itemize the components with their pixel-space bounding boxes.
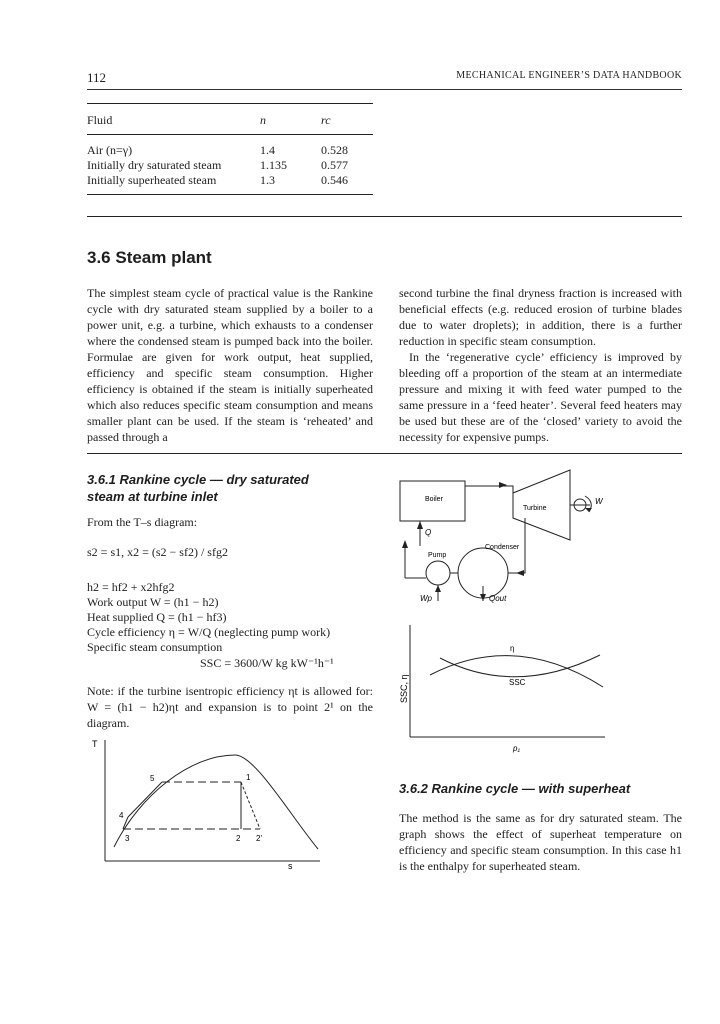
table-header-n: n bbox=[260, 113, 266, 127]
subsection-rule bbox=[87, 453, 682, 454]
ts-intro: From the T–s diagram: bbox=[87, 515, 198, 529]
table-row-fluid: Air (n=γ) bbox=[87, 143, 133, 157]
table-header-fluid: Fluid bbox=[87, 113, 113, 127]
table-row-n: 1.3 bbox=[260, 173, 275, 187]
boiler-label: Boiler bbox=[425, 496, 443, 503]
ts-axis-label-t: T bbox=[92, 739, 98, 749]
graph-y-label: SSC, η bbox=[399, 674, 409, 703]
plant-schematic bbox=[395, 468, 625, 603]
ts-point-3: 3 bbox=[125, 834, 130, 843]
graph-x-label: p₁ bbox=[513, 744, 520, 753]
arrow-icon bbox=[435, 585, 441, 592]
eta-label: η bbox=[510, 644, 515, 653]
intro-paragraph-left: The simplest steam cycle of practical value is the Rankine cycle with dry saturated steam supplied by a boiler to a power unit, e.g. a turbine, which exhausts to a condenser where the condensed steam is pumped back into the boiler. Formulae are given for work output, heat supplied, efficiency and specific steam consumption. Higher efficiency is obtained if the steam is initially superheated which also reduces specific steam consumption and means smaller plant can be used. If the steam is ‘reheated’ and passed through a bbox=[87, 286, 373, 444]
ts-point-4: 4 bbox=[119, 811, 124, 820]
ts-process-1-2prime bbox=[241, 782, 260, 829]
table-header-rule bbox=[87, 134, 373, 135]
turbine-label: Turbine bbox=[523, 505, 547, 512]
condenser-label: Condenser bbox=[485, 544, 520, 551]
subsection-title-line1: 3.6.1 Rankine cycle — dry saturated bbox=[87, 472, 309, 487]
saturation-dome bbox=[114, 755, 318, 849]
table-top-rule bbox=[87, 103, 373, 104]
arrow-icon bbox=[499, 482, 507, 488]
ts-point-5: 5 bbox=[150, 774, 155, 783]
subsection-2-title: 3.6.2 Rankine cycle — with superheat bbox=[399, 781, 631, 796]
entropy-equation: s2 = s1, x2 = (s2 − sf2) / sfg2 bbox=[87, 545, 228, 559]
arrow-icon bbox=[402, 540, 408, 548]
header-rule bbox=[87, 89, 682, 90]
steam-line bbox=[465, 486, 513, 493]
ts-axis-label-s: s bbox=[288, 861, 293, 871]
work-output: Work output W = (h1 − h2) bbox=[87, 595, 219, 609]
isentropic-note: Note: if the turbine isentropic efficiency ηt is allowed for: W = (h1 − h2)ηt and expansion is to point 2¹ on the diagram. bbox=[87, 684, 373, 730]
table-row-rc: 0.577 bbox=[321, 158, 348, 172]
enthalpy-equation: h2 = hf2 + x2hfg2 bbox=[87, 580, 175, 594]
subsection-title-line2: steam at turbine inlet bbox=[87, 489, 218, 504]
table-row-fluid: Initially superheated steam bbox=[87, 173, 217, 187]
subsection-2-text: The method is the same as for dry saturated steam. The graph shows the effect of superheat temperature on efficiency and specific steam consumption. In this case h1 is the enthalpy for superheated steam. bbox=[399, 811, 682, 873]
heat-supplied: Heat supplied Q = (h1 − hf3) bbox=[87, 610, 227, 624]
heat-label: Q bbox=[425, 528, 432, 537]
heat-out-label: Qout bbox=[489, 594, 507, 603]
table-row-fluid: Initially dry saturated steam bbox=[87, 158, 222, 172]
table-row-n: 1.4 bbox=[260, 143, 275, 157]
arrow-icon bbox=[516, 570, 524, 576]
pump-label: Pump bbox=[428, 552, 447, 559]
ssc-equation: SSC = 3600/W kg kW⁻¹h⁻¹ bbox=[200, 656, 334, 670]
ssc-efficiency-graph bbox=[395, 625, 625, 755]
ts-point-2prime: 2' bbox=[256, 834, 262, 843]
intro-paragraph-right-1: second turbine the final dryness fraction is increased with beneficial effects (e.g. reduced erosion of turbine blades due to water droplets); in addition, there is a further reduction in specific steam consumption. bbox=[399, 286, 682, 348]
table-row-n: 1.135 bbox=[260, 158, 287, 172]
ts-diagram bbox=[90, 735, 330, 875]
table-row-rc: 0.546 bbox=[321, 173, 348, 187]
cycle-efficiency: Cycle efficiency η = W/Q (neglecting pump work) bbox=[87, 625, 331, 639]
pump-circle bbox=[426, 561, 450, 585]
section-title: 3.6 Steam plant bbox=[87, 248, 212, 267]
table-header-rc: rc bbox=[321, 113, 331, 127]
eta-curve bbox=[440, 655, 600, 677]
ts-point-1: 1 bbox=[246, 773, 251, 782]
ts-process-4-5 bbox=[128, 782, 162, 817]
running-title: MECHANICAL ENGINEER’S DATA HANDBOOK bbox=[456, 70, 682, 81]
section-rule bbox=[87, 216, 682, 217]
table-bottom-rule bbox=[87, 194, 373, 195]
pump-work-label: Wp bbox=[420, 594, 432, 603]
arrow-icon bbox=[585, 508, 592, 512]
arrow-icon bbox=[417, 521, 423, 529]
ssc-curve-label: SSC bbox=[509, 678, 526, 687]
ts-point-2: 2 bbox=[236, 834, 241, 843]
ssc-label: Specific steam consumption bbox=[87, 640, 223, 654]
page-number: 112 bbox=[87, 70, 107, 85]
work-label: W bbox=[595, 497, 603, 506]
table-row-rc: 0.528 bbox=[321, 143, 348, 157]
intro-paragraph-right-2: In the ‘regenerative cycle’ efficiency is improved by bleeding off a proportion of the steam at an intermediate pressure and mixing it with feed water pumped to the same pressure in a ‘feed heater’. Several feed heaters may be used but these are of the ‘closed’ variety to avoid the necessity for expensive pumps. bbox=[399, 350, 682, 444]
